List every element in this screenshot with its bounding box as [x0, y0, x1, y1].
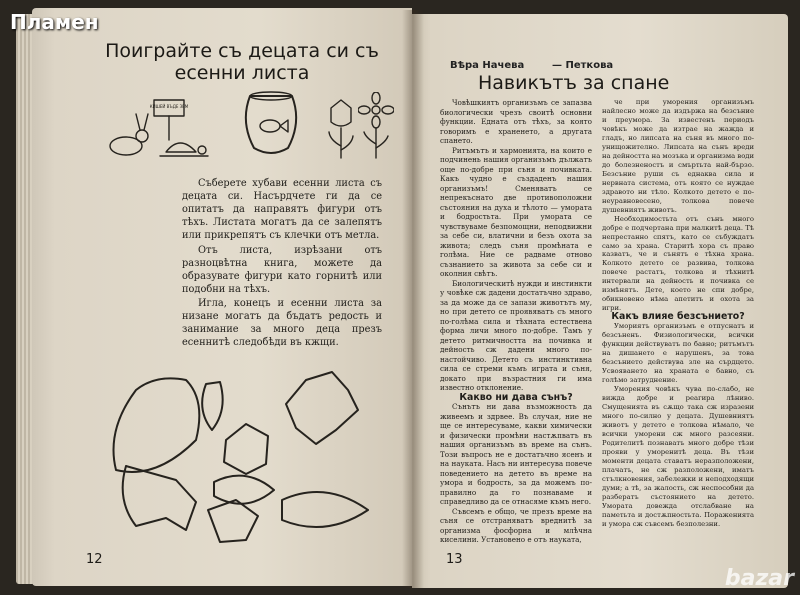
right-page-title: Навикътъ за спане	[478, 72, 670, 94]
subheading: Какво ни дава сънъ?	[459, 391, 573, 403]
rabbit-icon	[110, 114, 148, 155]
paragraph: Необходимостьта отъ сънъ много добре е подчертана при малкитѣ деца. Тѣ непрестанно спятъ, като се събуждатъ само за храна. Старитѣ хора съ право казватъ, че и сънятъ е тѣхна храна. Колкото детето се развива, толкова повече растатъ, толкова и тѣхнитѣ интервали на дейность и почивка се измѣнятъ. Дете, което не спи добре, обикновено нѣма апетитъ и охота за игри.	[602, 214, 754, 313]
author-first: Вѣра Начева	[450, 60, 525, 71]
leaf-shape	[214, 476, 274, 504]
left-page-title: Поиграйте съ децата си съ есенни листа	[105, 40, 379, 84]
fishbowl-icon	[236, 88, 306, 158]
flower-icon	[358, 92, 394, 162]
author-last: — Петкова	[552, 60, 614, 71]
leaf-shape	[286, 372, 358, 444]
leaf-shape	[114, 378, 200, 472]
left-page-body	[182, 178, 382, 352]
book-gutter	[402, 10, 424, 588]
column-right	[602, 98, 754, 529]
animals-illustration	[96, 96, 216, 166]
watermark-label: Пламен	[10, 10, 99, 34]
leaf-shape	[282, 492, 368, 527]
paragraph: Биологическитѣ нужди и инстинкти у човѣке сж дадени достатъчно здраво, за да може да се запази животътъ му, но при детето се проявяватъ съ много по-голѣма сила и тѣхната естествена форма личи много по-добре. Тамъ у детето ритмичността на почивка и дейность сж дадени много по-настойчиво. Детето съ инстинктивна сила се стреми къмъ играта и съня, докато при възрастния ги има известно отклонение.	[440, 278, 592, 392]
page-number-right: 13	[446, 552, 463, 567]
subheading: Какъ влияе безсънието?	[611, 311, 745, 323]
paragraph: Сънътъ ни дава възможность да живеемъ и здрвее. Въ случая, ние не ще се интересуваме, какви химически и физически промѣни настѫпватъ въ нашия организъмъ въ време на сънъ. Този въпросъ не е достатъчно ясенъ и на науката. Насъ ни интересува повече поведението на детето въ време на умора и бодрость, за да можемъ по-правилно да го познаваме и справедливо да се отнасяме къмъ него.	[440, 402, 592, 506]
paragraph: Умориятъ организъмъ е отпуснатъ и безсъненъ. Физиологически, всички функции действуватъ по бавно; ритъмътъ на дишането е нарушенъ, за това безсънието действува зле на сърдцето. Усвояването на храната е бавно, съ голѣмо затруднение.	[602, 322, 754, 385]
leaf-shape	[202, 382, 223, 430]
leaf-shapes	[96, 370, 396, 550]
paragraph: Ритъмътъ и хармонията, на които е подчинень нашия организъмъ дължатъ още по-добре при съня и почивката. Какъ чудно е създаденъ нашия организъмъ! Сменяватъ се непрекъснато две противоположни състояния на духа и тѣлото — умората и бодростьта. При умората се чувствуваме безпомощни, неподвижни за себе си, влатични и безъ охота за живота; следъ съня промѣната е голѣма. Ние се радваме отново съзнанието за живота за себе си и околния свѣтъ.	[440, 145, 592, 278]
column-left	[440, 98, 592, 545]
paragraph: че при уморения организъмъ найлесно може да издържа на безсъние и преумора. За известенъ периодъ човѣкъ може да изтрае на жажда и гладъ, но липсата на съня въ много по-унищожително. Липсата на сънъ вреди на дейността на мозъка и организма води до болезненостъ и смъртьта най-бързо. Безсъние руши съ еднаква сила и нервната система, отъ която се нуждае здравото ни тѣло. Колкото детето е по-неуравновесено, толкова повече душевниятъ животъ.	[602, 98, 754, 214]
leaf-shape	[123, 466, 196, 530]
page-number-left: 12	[86, 552, 103, 567]
turtle-icon	[160, 143, 208, 156]
sign-text: КИШЕЙ ВЪДЕ ЗЕМ	[149, 104, 189, 109]
site-logo: bazar	[724, 566, 794, 591]
fish-icon	[260, 120, 288, 132]
leaf-shape	[208, 500, 258, 542]
paragraph: Съвсемъ е общо, че презъ време на съня се отстраняватъ вреднитѣ за организма фосфорна и млѣчна киселини. Установено е отъ науката,	[440, 506, 592, 544]
leaf-shape	[224, 424, 268, 474]
paragraph: Игла, конецъ и есенни листа за низане могатъ да бъдатъ редость и занимание за много деца презъ есеннитѣ следобѣди въ кжщи.	[182, 298, 382, 349]
paragraph: Съберете хубави есенни листа съ децата си. Насърдчете ги да се опитатъ да направятъ фигури отъ тѣхъ. Листата могатъ да се залепятъ или прикрепятъ съ клечки отъ метла.	[182, 178, 382, 241]
sign-icon	[150, 100, 189, 140]
tulip-icon	[326, 96, 356, 162]
paragraph: Уморения човѣкъ чува по-слабо, не вижда добре и реагира лѣниво. Смущенията въ сѫщо така сж изразени много по-силно у децата. Душевниятъ животъ у детето е толкова нѣмало, че всички уморени сж много разсеяни. Родителитѣ познаватъ много добре тѣзи прояви у уморенитѣ деца. Въ тѣзи моменти децата ставатъ неразположени, плачатъ, не сж разположени, иматъ стълкновения, забележки и неподходящи думи; а тѣ, за жалость, сж неспособни да разбератъ състоянието на детето. Умората довежда отслабване на паметьта и достѫпностьта. Пораженията и умора сж съвсемъ безполезни.	[602, 385, 754, 528]
paragraph: Човѣшкиятъ организъмъ се запазва биологически чрезъ своитѣ основни функции. Едната отъ тѣхъ, за която говоримъ е храненето, а другата спането.	[440, 98, 592, 145]
paragraph: Отъ листа, изрѣзани отъ разноцвѣтна книга, можете да образувате фигури като горнитѣ или подобни на тѣхъ.	[182, 244, 382, 295]
